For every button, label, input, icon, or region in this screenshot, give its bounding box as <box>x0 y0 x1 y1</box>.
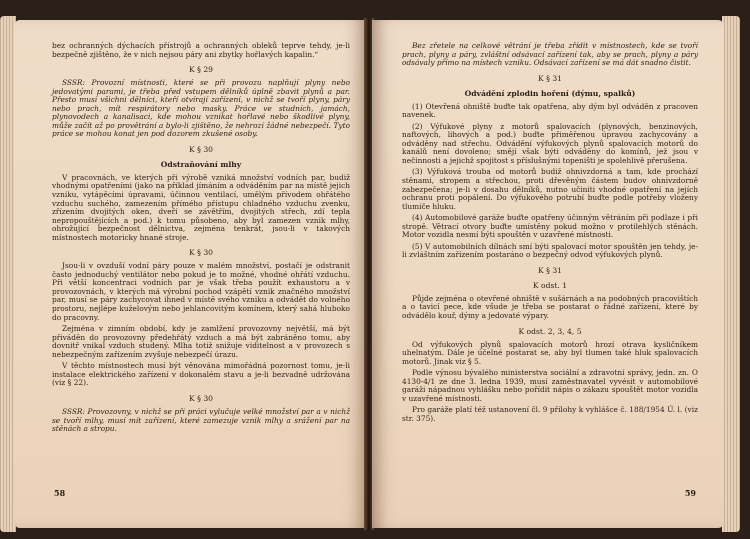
right-heading-odst-2-5: K odst. 2, 3, 4, 5 <box>518 326 582 336</box>
left-heading-30-b: K § 30 <box>189 248 213 258</box>
right-item-5: (5) V automobilních dílnách smí býti spalovací motor spouštěn jen tehdy, je-li zvláštním zařízením postaráno o bezpečný odvod výfukových plynů. <box>402 241 698 260</box>
left-heading-30-c: K § 30 <box>189 393 213 403</box>
left-mist-paragraph-2: Jsou-li v ovzduší vodní páry pouze v malém množství, postačí je odstranit často jednoduchý ventilátor nebo pokud je to možné, vhodné ohřátí vzduchu. Při větší koncentraci vodních par je však třeba použít exhaustoru a v provozovnách, v kterých má výrobní pochod vzápětí vznik značného množství par, musí se páry zachycovat ihned v místě svého vzniku a odvádět do volného prostoru, nejlépe kuželovým nebo jehlancovitým komínem, který sahá hluboko do pracovny. <box>52 261 350 322</box>
right-top-italic: Bez zřetele na celkové větrání je třeba zřídit v místnostech, kde se tvoří prach, plyny a páry, zvláštní odsávací zařízení tak, aby se prach, plyny a páry odsávaly přímo na místech vzniku. Odsávací zařízení se má dát snadno čistit. <box>402 41 698 68</box>
right-page-number: 59 <box>684 488 696 498</box>
right-odst-paragraph-3: Podle výnosu bývalého ministerstva sociální a zdravotní správy, jedn. zn. O 4130-4/1 ze dne 3. ledna 1939, musí zaměstnavatel vyvésit v automobilové garáži nápadnou vyhlášku nebo pořídit nápis o zákazu spouštět motor vozidla v uzavřené místnosti. <box>402 368 698 403</box>
right-heading-31-b: K § 31 <box>538 265 562 275</box>
right-odst-paragraph-4: Pro garáže platí též ustanovení čl. 9 přílohy k vyhlášce č. 188/1954 Ú. l. (viz str. 375). <box>402 405 698 423</box>
right-heading-31-a: K § 31 <box>538 73 562 83</box>
left-heading-29: K § 29 <box>189 65 213 75</box>
left-mist-paragraph-4: V těchto místnostech musí být věnována mimořádná pozornost tomu, je-li instalace elektrického zařízení v dokonalém stavu a je-li bezvadně udržována (viz § 22). <box>52 361 350 388</box>
left-top-text: bez ochranných dýchacích přístrojů a ochranných obleků teprve tehdy, je-li bezpečně zjištěno, že v nich nejsou páry ani zbytky hořlavých kapalin.“ <box>52 41 350 59</box>
left-page <box>14 20 366 528</box>
right-item-1: (1) Otevřená ohniště buďte tak opatřena, aby dým byl odváděn z pracoven navenek. <box>402 101 698 120</box>
right-odst-paragraph-1: Půjde zejména o otevřené ohniště v sušárnách a na podobných pracovištích a o tavicí pece, kde všude je třeba se postarat o řádné zařízení, které by odvádělo kouř, dýmy a jedovaté výpary. <box>402 293 698 321</box>
right-item-2: (2) Výfukové plyny z motorů spalovacích (plynových, benzinových, naftových, lihových a pod.) buďte přiměřenou úpravou zachycovány a odváděny nad střechu. Odvádění výfukových plynů spalovacích motorů do kanálů není dovoleno; smějí však býti odváděny do komínů, jež jsou v nečinnosti a jejichž spojitost s příslušnými topeništi je spolehlivě přerušena. <box>402 121 698 165</box>
left-ssr-paragraph-2: SSSR: Provozovny, v nichž se při práci vylučuje velké množství par a v nichž se tvoří mlhy, musí mít zařízení, které zamezuje vznik mlhy a srážení par na stěnách a stropu. <box>52 406 350 434</box>
right-odst-paragraph-2: Od výfukových plynů spalovacích motorů hrozí otrava kysličníkem uhelnatým. Dále je účelné postarat se, aby byl tlumen také hluk spalovacích motorů. Jinak viz § 5. <box>402 339 698 366</box>
right-item-4: (4) Automobilové garáže buďte opatřeny účinným větráním při podlaze i při stropě. Větrací otvory buďte umístěny pokud možno v protilehlých stěnách. Motor vozidla nesmí býti spouštěn v uzavřené místnosti. <box>402 213 698 240</box>
right-section-title: Odvádění zplodin hoření (dýmu, spalků) <box>464 88 636 98</box>
right-page <box>372 20 724 528</box>
left-heading-30-a: K § 30 <box>189 144 213 154</box>
left-mist-paragraph-3: Zejména v zimním období, kdy je zamlžení provozovny největší, má být přiváděn do provozovny předehřátý vzduch a má být zabráněno tomu, aby dovnitř vnikal vzduch studený. Mlha totiž snižuje viditelnost a v provozech s nebezpečným zařízením zvyšuje nebezpečí úrazu. <box>52 324 350 359</box>
right-item-3: (3) Výfuková trouba od motorů budiž ohnivzdorná a tam, kde prochází stěnami, stropem a střechou, proti dřevěným částem budov ohnivzdorně zabezpečena; je-li v dosahu dělníků, nutno učiniti vhodné opatření na jejích ochranu proti popálení. Do výfukového potrubí buďte podle potřeby vloženy tlumiče hluku. <box>402 167 698 211</box>
page-edges-right <box>722 16 740 532</box>
left-section-title: Odstraňování mlhy <box>160 159 242 169</box>
left-page-number: 58 <box>54 488 66 498</box>
left-ssr-paragraph: SSSR: Provozní místnosti, které se při provozu naplňují plyny nebo jedovatými parami, je třeba před vstupem dělníků úplně zbavit plynů a par. Přesto musí všichni dělníci, kteří otvírají zařízení, v nichž se tvoří plyny, páry nebo prach, mít respirátory nebo masky. Práce ve studních, jamách, plynovodech a kanalisaci, kde mohou vznikat hořlavé nebo škodlivé plyny, může začít až po provětrání a bylo-li zjištěno, že nehrozí žádné nebezpečí. Tyto práce se mohou konat jen pod dozorem zkušené osoby. <box>52 78 350 139</box>
right-heading-odst-1: K odst. 1 <box>532 280 568 290</box>
left-mist-paragraph-1: V pracovnách, ve kterých při výrobě vzniká množství vodních par, budiž vhodnými opatřeními (jako na příklad jímáním a odváděním par na místě jejich vzniku, vytápěcími úpravami, účinnou ventilací, umělým přívodem ohřátého vzduchu suchého, zamezením přímého přístupu chladného vzduchu zvenku, zřízením dvojitých oken, dveří se závětřím, dvojitých střech, zdí tepla nepropouštějících a pod.) k tomu působeno, aby byl zamezen vznik mlhy, ohrožující bezpečnost dělnictva, zejména tenkrát, jsou-li v takových místnostech motoricky hnané stroje. <box>52 172 350 242</box>
